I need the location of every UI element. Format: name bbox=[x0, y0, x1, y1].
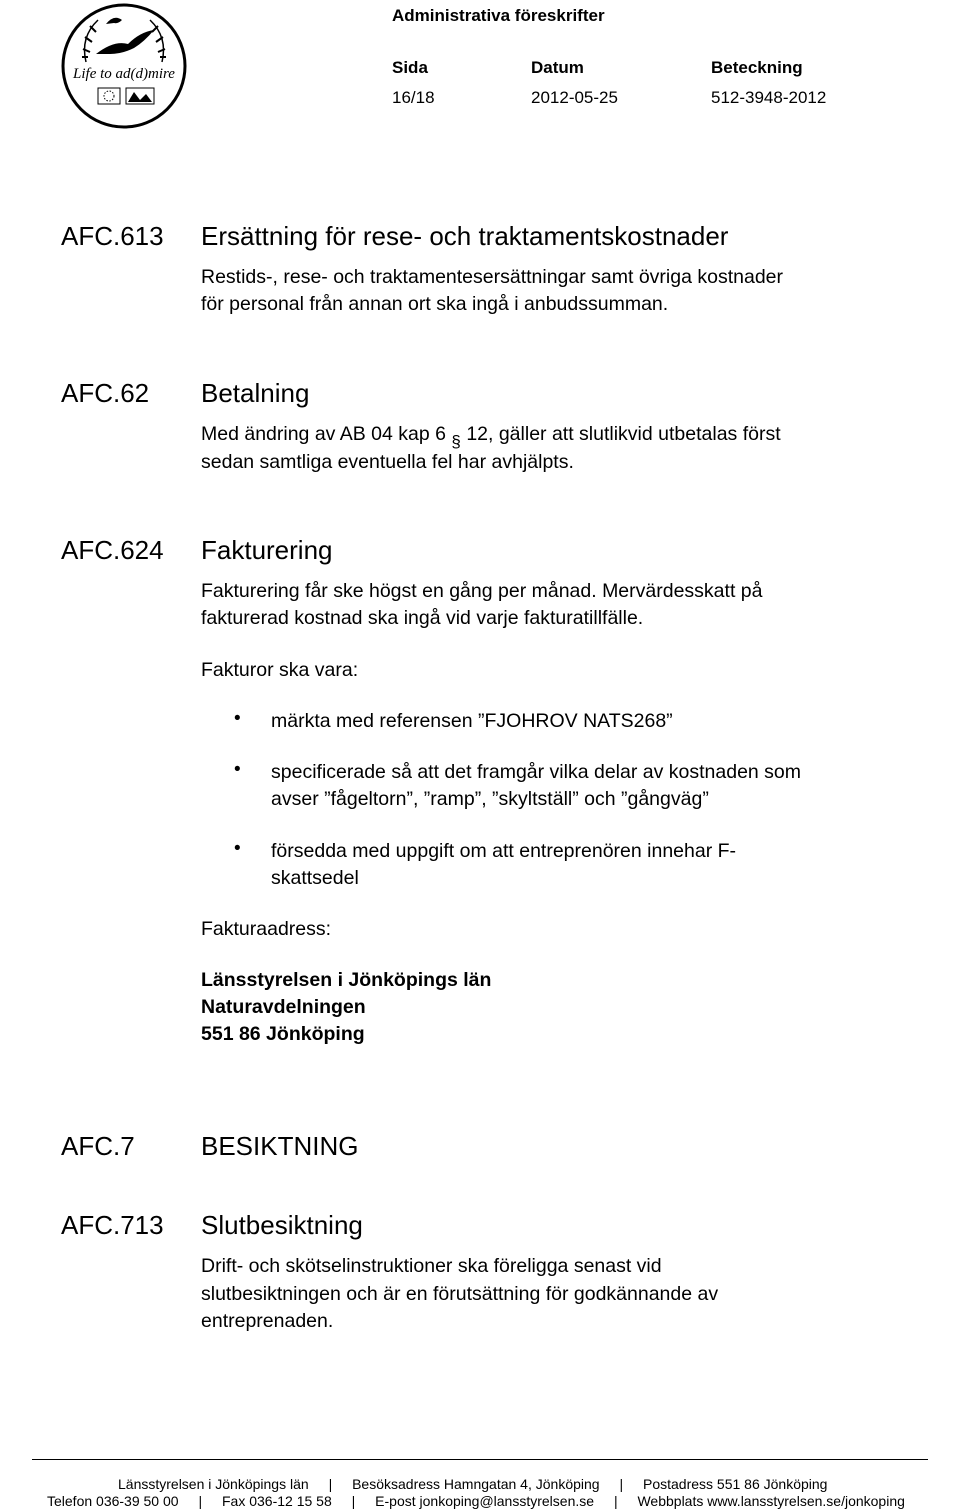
paragraph-line: entreprenaden. bbox=[201, 1310, 334, 1332]
page-number: 16/18 bbox=[392, 88, 435, 107]
footer-website-link[interactable]: Webbplats www.lansstyrelsen.se/jonkoping bbox=[637, 1493, 905, 1509]
footer-row-1 bbox=[118, 1476, 827, 1492]
paragraph-line: för personal från annan ort ska ingå i anbudssumman. bbox=[201, 293, 669, 315]
address-line: Naturavdelningen bbox=[201, 996, 366, 1018]
section-heading: BESIKTNING bbox=[201, 1131, 359, 1161]
logo-text: Life to ad(d)mire bbox=[73, 66, 175, 82]
footer-row-2 bbox=[47, 1493, 905, 1509]
life-to-admire-logo bbox=[58, 2, 190, 130]
list-item: märkta med referensen ”FJOHROV NATS268” bbox=[271, 710, 673, 732]
date-label: Datum bbox=[531, 58, 584, 77]
bullet-icon: • bbox=[234, 838, 241, 859]
paragraph-text: 12, gäller att slutlikvid utbetalas först bbox=[466, 423, 781, 445]
section-code: AFC.613 bbox=[61, 221, 164, 251]
footer-divider bbox=[32, 1459, 928, 1460]
footer-separator: | bbox=[613, 1493, 618, 1509]
footer-email-link[interactable]: E-post jonkoping@lansstyrelsen.se bbox=[375, 1493, 595, 1509]
address-line: 551 86 Jönköping bbox=[201, 1023, 365, 1045]
section-heading: Betalning bbox=[201, 378, 310, 408]
bullet-icon: • bbox=[234, 708, 241, 729]
footer-separator: | bbox=[198, 1493, 203, 1509]
paragraph-line: slutbesiktningen och är en förutsättning för godkännande av bbox=[201, 1283, 719, 1305]
list-intro: Fakturor ska vara: bbox=[201, 659, 359, 681]
reference-label: Beteckning bbox=[711, 58, 803, 77]
footer-phone: Telefon 036-39 50 00 bbox=[47, 1493, 179, 1509]
footer-separator: | bbox=[328, 1476, 333, 1492]
address-label: Fakturaadress: bbox=[201, 918, 332, 940]
list-item: specificerade så att det framgår vilka delar av kostnaden som bbox=[271, 761, 802, 783]
date-value: 2012-05-25 bbox=[531, 88, 618, 107]
section-heading: Slutbesiktning bbox=[201, 1210, 363, 1240]
paragraph-line: Drift- och skötselinstruktioner ska föreligga senast vid bbox=[201, 1255, 662, 1277]
paragraph-line bbox=[201, 421, 901, 449]
footer-postal-address: Postadress 551 86 Jönköping bbox=[643, 1476, 828, 1492]
section-sign: § bbox=[451, 432, 461, 451]
footer-org: Länsstyrelsen i Jönköpings län bbox=[118, 1476, 309, 1492]
section-heading: Fakturering bbox=[201, 535, 333, 565]
paragraph-line: sedan samtliga eventuella fel har avhjälpts. bbox=[201, 451, 574, 473]
page-label: Sida bbox=[392, 58, 428, 77]
paragraph-line: Restids-, rese- och traktamentesersättningar samt övriga kostnader bbox=[201, 266, 784, 288]
footer-separator: | bbox=[619, 1476, 624, 1492]
address-line: Länsstyrelsen i Jönköpings län bbox=[201, 969, 492, 991]
bullet-icon: • bbox=[234, 759, 241, 780]
paragraph-line: Fakturering får ske högst en gång per månad. Mervärdesskatt på bbox=[201, 580, 763, 602]
paragraph-line: fakturerad kostnad ska ingå vid varje fakturatillfälle. bbox=[201, 607, 644, 629]
section-heading: Ersättning för rese- och traktamentskostnader bbox=[201, 221, 729, 251]
footer-separator: | bbox=[351, 1493, 356, 1509]
section-code: AFC.62 bbox=[61, 378, 150, 408]
section-code: AFC.713 bbox=[61, 1210, 164, 1240]
section-code: AFC.7 bbox=[61, 1131, 135, 1161]
paragraph-text: Med ändring av AB 04 kap 6 bbox=[201, 423, 446, 445]
footer-fax: Fax 036-12 15 58 bbox=[221, 1493, 332, 1509]
section-code: AFC.624 bbox=[61, 535, 164, 565]
reference-value: 512-3948-2012 bbox=[711, 88, 827, 107]
footer-visit-address: Besöksadress Hamngatan 4, Jönköping bbox=[352, 1476, 600, 1492]
document-type: Administrativa föreskrifter bbox=[392, 6, 605, 25]
list-item: försedda med uppgift om att entreprenören innehar F- bbox=[271, 840, 737, 862]
list-item-continued: avser ”fågeltorn”, ”ramp”, ”skyltställ” och ”gångväg” bbox=[271, 788, 709, 810]
list-item-continued: skattsedel bbox=[271, 867, 359, 889]
